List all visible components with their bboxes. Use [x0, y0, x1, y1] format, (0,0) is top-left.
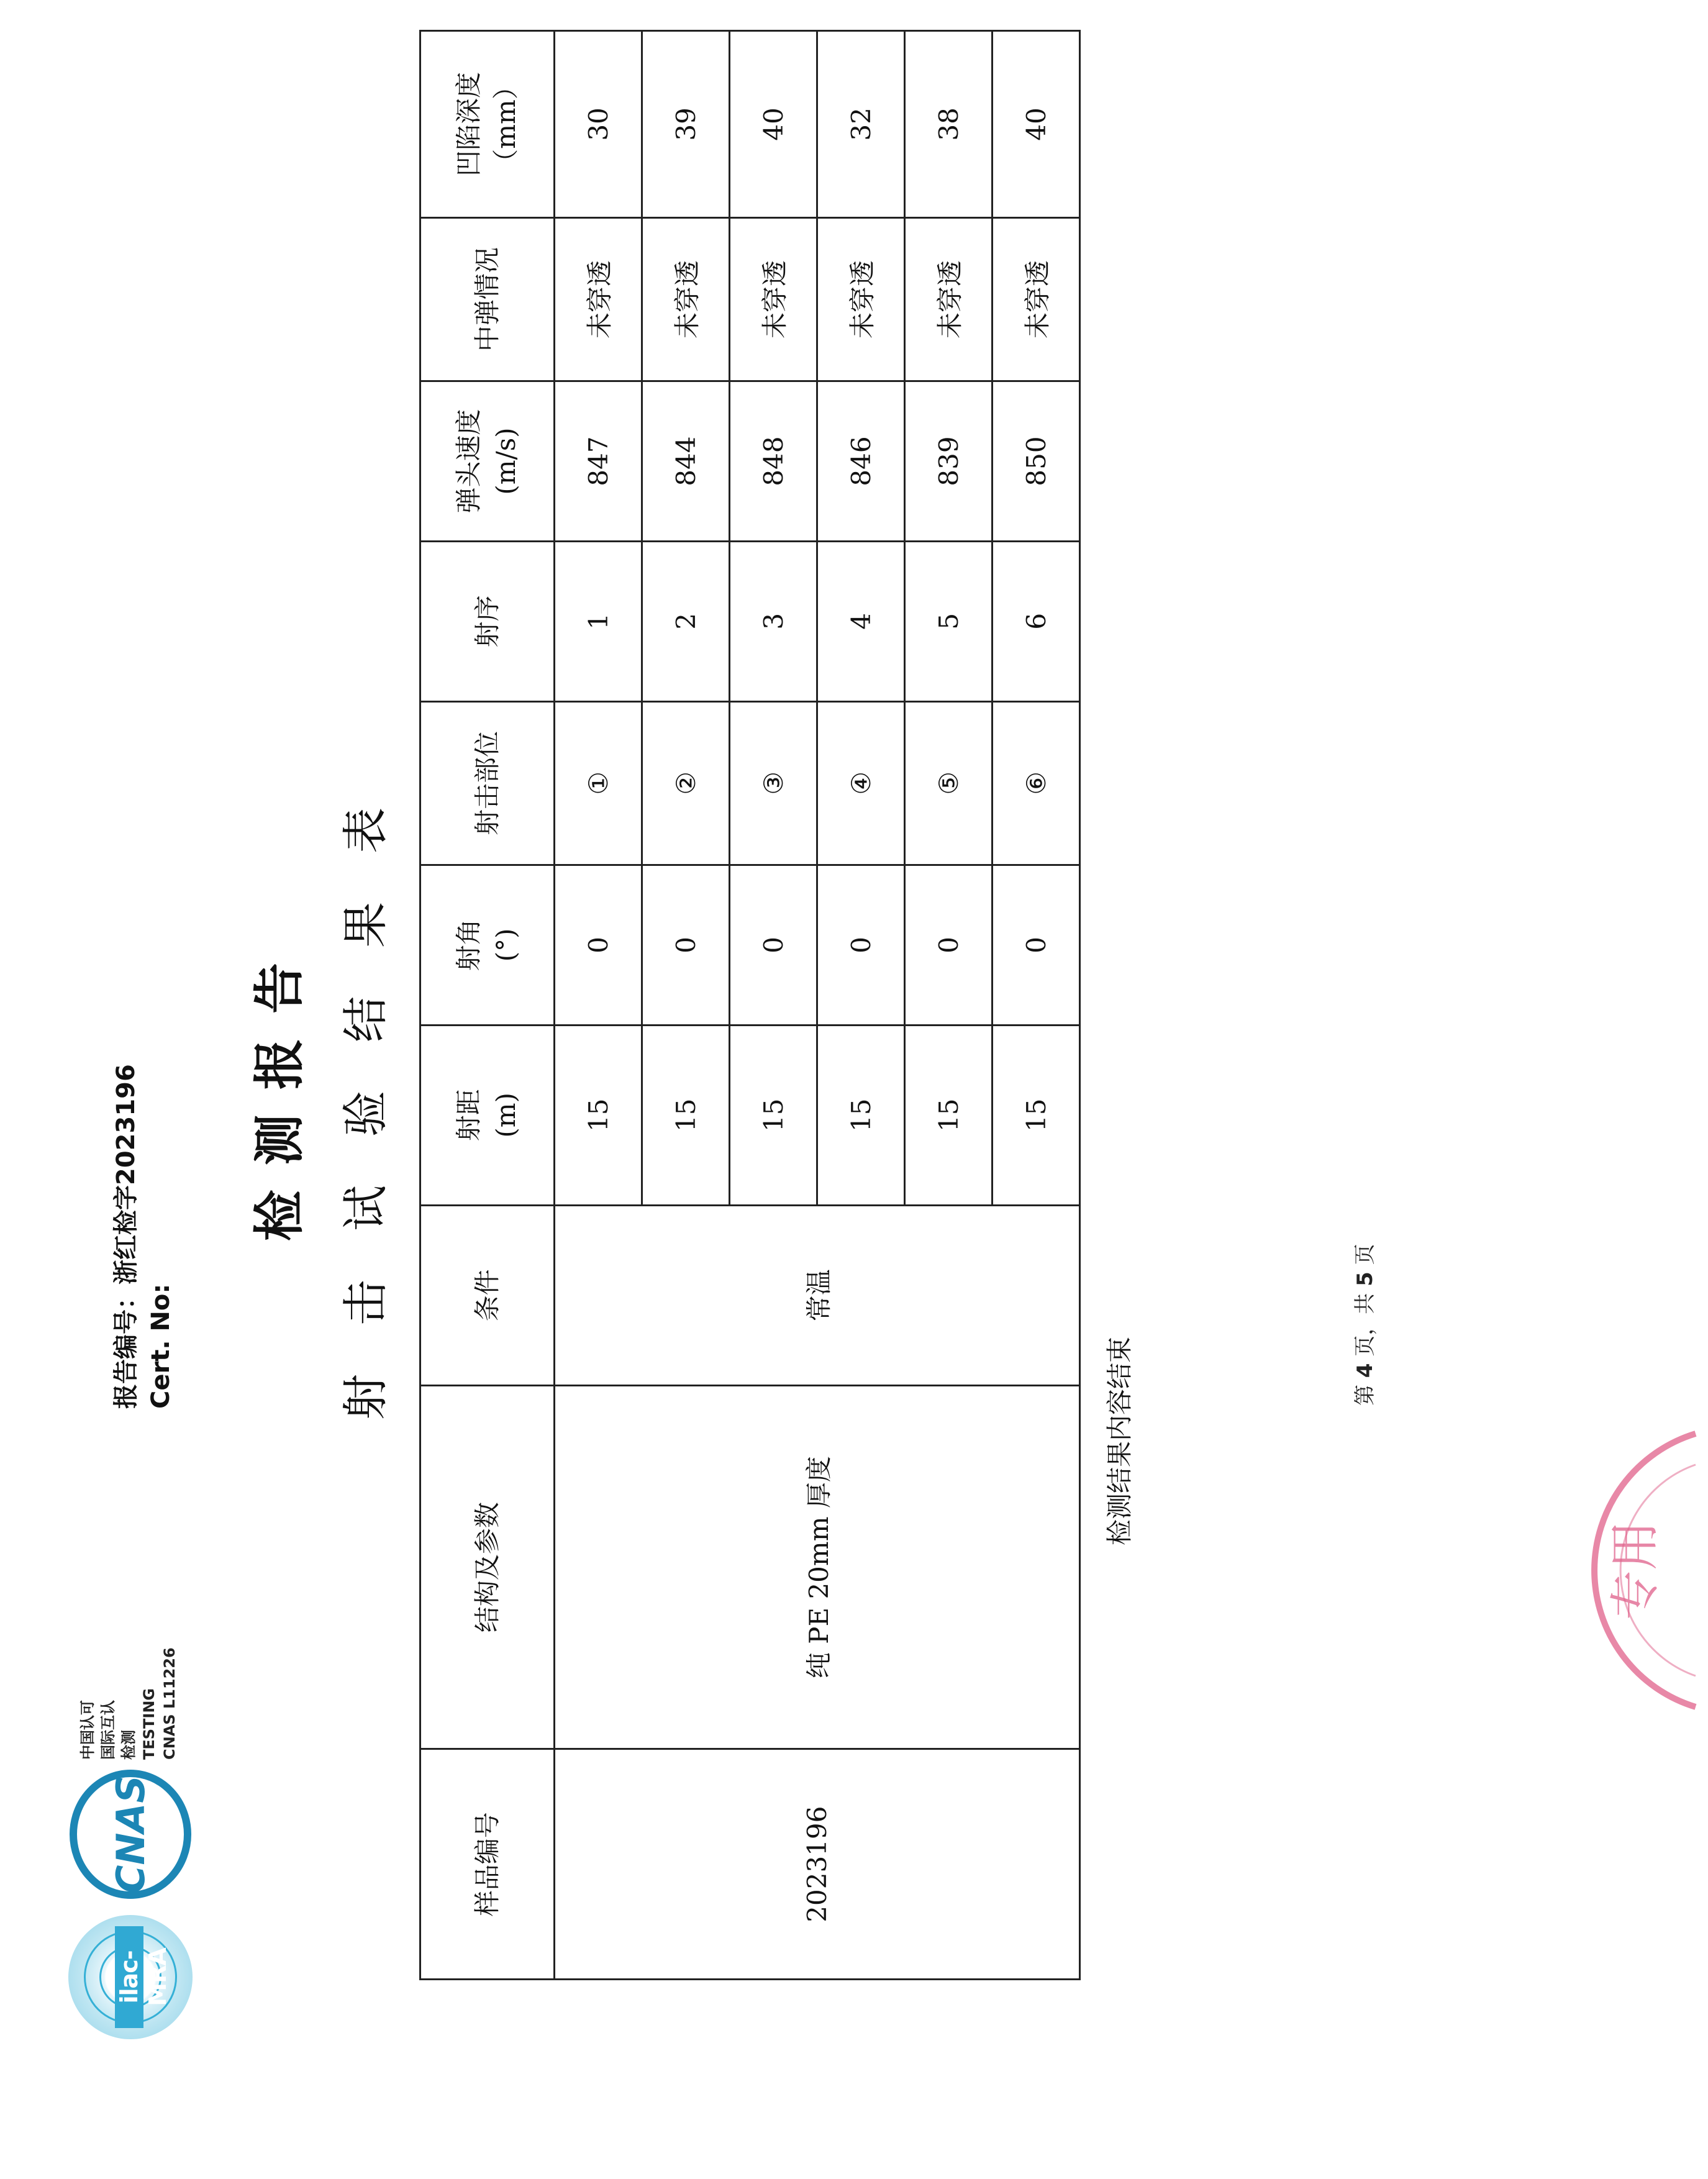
cnas-line: 国际互认: [99, 1700, 117, 1760]
depth-cell: 40: [993, 31, 1080, 218]
depth-cell: 38: [905, 31, 993, 218]
distance-cell: 15: [555, 1025, 642, 1205]
depth-cell: 39: [642, 31, 730, 218]
structure-cell: 纯 PE 20mm 厚度: [555, 1385, 1080, 1749]
sequence-cell: 5: [905, 541, 993, 701]
end-of-results-note: 检测结果内容结束: [1104, 1336, 1135, 1545]
velocity-cell: 847: [555, 381, 642, 542]
velocity-cell: 848: [730, 381, 817, 542]
condition-cell: 常温: [555, 1205, 1080, 1385]
header-structure: 结构及参数: [420, 1385, 555, 1749]
cnas-line: TESTING: [140, 1688, 158, 1760]
header-condition: 条件: [420, 1205, 555, 1385]
cnas-line: 中国认可: [79, 1700, 96, 1760]
seal-text: 专用: [1606, 1521, 1664, 1620]
report-number-line: [109, 1064, 143, 1409]
page-total: 5: [1353, 1271, 1378, 1286]
cnas-logo: [68, 1769, 193, 1899]
position-cell: ④: [817, 701, 905, 865]
cnas-logo-text: CNAS: [108, 1775, 153, 1894]
result-cell: 未穿透: [993, 217, 1080, 381]
distance-cell: 15: [905, 1025, 993, 1205]
report-number-block: [109, 1064, 178, 1409]
angle-cell: 0: [905, 865, 993, 1025]
cnas-line: CNAS L11226: [161, 1647, 178, 1760]
page-current: 4: [1353, 1363, 1378, 1378]
result-cell: 未穿透: [730, 217, 817, 381]
header-angle: 射角 (°): [420, 865, 555, 1025]
sequence-cell: 1: [555, 541, 642, 701]
page-number: [1348, 1244, 1378, 1406]
page-suffix: 页: [1353, 1244, 1378, 1265]
angle-cell: 0: [817, 865, 905, 1025]
table-title: 射击试验结果表: [339, 759, 393, 1420]
header-position: 射击部位: [420, 701, 555, 865]
header-sample-no: 样品编号: [420, 1749, 555, 1980]
depth-cell: 40: [730, 31, 817, 218]
result-cell: 未穿透: [642, 217, 730, 381]
position-cell: ⑤: [905, 701, 993, 865]
accreditation-logos: [56, 1542, 199, 2039]
depth-cell: 32: [817, 31, 905, 218]
shooting-results-table: [419, 30, 1081, 1980]
report-number-label: 报告编号：: [112, 1285, 140, 1409]
sample-number-cell: 2023196: [555, 1749, 1080, 1980]
velocity-cell: 844: [642, 381, 730, 542]
distance-cell: 15: [730, 1025, 817, 1205]
sequence-cell: 6: [993, 541, 1080, 701]
angle-cell: 0: [642, 865, 730, 1025]
angle-cell: 0: [555, 865, 642, 1025]
header-distance: 射距 (m): [420, 1025, 555, 1205]
cnas-line: 检测: [120, 1730, 137, 1760]
page-prefix: 第: [1353, 1385, 1378, 1406]
table-header-row: [420, 31, 555, 1980]
cert-number-label: Cert. No:: [147, 1283, 175, 1409]
velocity-cell: 846: [817, 381, 905, 542]
ilac-mra-logo: [68, 1915, 193, 2039]
distance-cell: 15: [642, 1025, 730, 1205]
page-title: 检测报告: [250, 938, 309, 1242]
table-row: [555, 31, 642, 1980]
header-depth: 凹陷深度 （mm）: [420, 31, 555, 218]
position-cell: ③: [730, 701, 817, 865]
official-seal-stamp: [1447, 1409, 1708, 1732]
header-sequence: 射序: [420, 541, 555, 701]
angle-cell: 0: [730, 865, 817, 1025]
position-cell: ②: [642, 701, 730, 865]
distance-cell: 15: [817, 1025, 905, 1205]
sequence-cell: 2: [642, 541, 730, 701]
result-cell: 未穿透: [905, 217, 993, 381]
result-cell: 未穿透: [817, 217, 905, 381]
ilac-logo-text: ilac-MRA: [115, 1926, 143, 2028]
depth-cell: 30: [555, 31, 642, 218]
cnas-accreditation-text: [78, 1647, 180, 1760]
sequence-cell: 4: [817, 541, 905, 701]
header-result: 中弹情况: [420, 217, 555, 381]
velocity-cell: 839: [905, 381, 993, 542]
page-mid: 页，共: [1353, 1293, 1378, 1357]
result-cell: 未穿透: [555, 217, 642, 381]
position-cell: ①: [555, 701, 642, 865]
sequence-cell: 3: [730, 541, 817, 701]
distance-cell: 15: [993, 1025, 1080, 1205]
report-number-value: 浙红检字2023196: [112, 1064, 140, 1285]
velocity-cell: 850: [993, 381, 1080, 542]
angle-cell: 0: [993, 865, 1080, 1025]
header-velocity: 弹头速度 (m/s): [420, 381, 555, 542]
position-cell: ⑥: [993, 701, 1080, 865]
